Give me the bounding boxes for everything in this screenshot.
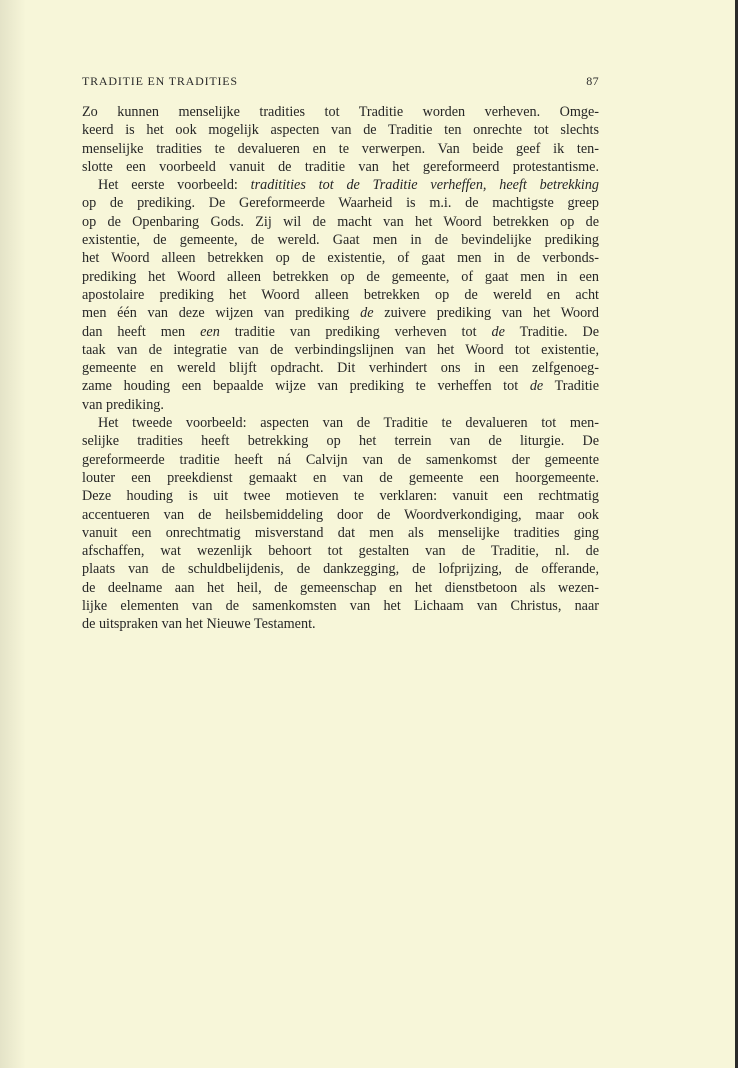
italic-run: een xyxy=(200,323,220,340)
text-line: apostolaire prediking het Woord alleen betrekken op de wereld en acht xyxy=(82,286,599,303)
italic-run: de xyxy=(491,323,505,340)
text-line: de deelname aan het heil, de gemeenschap en het dienstbetoon als wezen- xyxy=(82,579,599,596)
running-title: TRADITIE EN TRADITIES xyxy=(82,74,238,88)
text-line: prediking het Woord alleen betrekken op de gemeente, of gaat men in een xyxy=(82,268,599,285)
text-run: Traditie xyxy=(554,378,600,395)
text-line xyxy=(82,377,599,395)
text-line: louter een preekdienst gemaakt en van de gemeente een hoorgemeente. xyxy=(82,469,599,486)
body-text xyxy=(82,103,599,634)
text-line: gemeente en wereld blijft opdracht. Dit verhindert ons in een zelfgenoeg- xyxy=(82,360,599,377)
italic-run: de xyxy=(360,305,374,322)
text-line: selijke tradities heeft betrekking op het terrein van de liturgie. De xyxy=(82,433,599,450)
text-line xyxy=(82,304,599,322)
text-run: traditie van prediking verheven tot xyxy=(234,323,477,340)
text-line: plaats van de schuldbelijdenis, de dankzegging, de lofprijzing, de offerande, xyxy=(82,561,599,578)
text-line: menselijke tradities te devalueren en te verwerpen. Van beide geef ik ten- xyxy=(82,140,599,157)
text-line xyxy=(82,323,599,341)
text-line: de uitspraken van het Nieuwe Testament. xyxy=(82,616,316,633)
text-line: Zo kunnen menselijke tradities tot Traditie worden verheven. Omge- xyxy=(82,104,599,120)
text-run: zame houding een bepaalde wijze van prediking te verheffen tot xyxy=(82,378,519,395)
text-line: gereformeerde traditie heeft ná Calvijn van de samenkomst der gemeente xyxy=(82,451,599,468)
text-run: Traditie. De xyxy=(519,323,600,340)
text-line: keerd is het ook mogelijk aspecten van de Traditie ten onrechte tot slechts xyxy=(82,122,599,139)
text-line: vanuit een onrechtmatig misverstand dat men als menselijke tradities ging xyxy=(82,524,599,541)
text-line: lijke elementen van de samenkomsten van het Lichaam van Christus, naar xyxy=(82,598,599,615)
italic-run: traditities tot de Traditie verheffen, xyxy=(250,177,487,194)
text-run: dan heeft men xyxy=(82,323,186,340)
text-line: Het tweede voorbeeld: aspecten van de Traditie te devalueren tot men- xyxy=(98,415,599,432)
text-line: accentueren van de heilsbemiddeling door de Woordverkondiging, maar ook xyxy=(82,506,599,523)
page-number: 87 xyxy=(586,74,599,88)
text-run: Het eerste voorbeeld: xyxy=(98,177,238,194)
text-line: van prediking. xyxy=(82,396,164,413)
text-run: zuivere prediking van het Woord xyxy=(384,305,599,322)
text-line: taak van de integratie van de verbindingslijnen van het Woord tot existentie, xyxy=(82,341,599,358)
italic-run: de xyxy=(529,378,544,395)
text-line: op de prediking. De Gereformeerde Waarheid is m.i. de machtigste greep xyxy=(82,195,599,212)
text-line: slotte een voorbeeld vanuit de traditie van het gereformeerd protestantisme. xyxy=(82,158,599,175)
text-line: Deze houding is uit twee motieven te verklaren: vanuit een rechtmatig xyxy=(82,488,599,505)
text-line: afschaffen, wat wezenlijk behoort tot gestalten van de Traditie, nl. de xyxy=(82,543,599,560)
text-line: het Woord alleen betrekken op de existentie, of gaat men in de verbonds- xyxy=(82,250,599,267)
text-line xyxy=(82,176,599,194)
text-line: existentie, de gemeente, de wereld. Gaat men in de bevindelijke prediking xyxy=(82,232,599,249)
text-line: op de Openbaring Gods. Zij wil de macht van het Woord betrekken op de xyxy=(82,213,599,230)
running-head xyxy=(82,74,599,89)
italic-run: heeft betrekking xyxy=(499,177,600,194)
text-run: men één van deze wijzen van prediking xyxy=(82,305,350,322)
